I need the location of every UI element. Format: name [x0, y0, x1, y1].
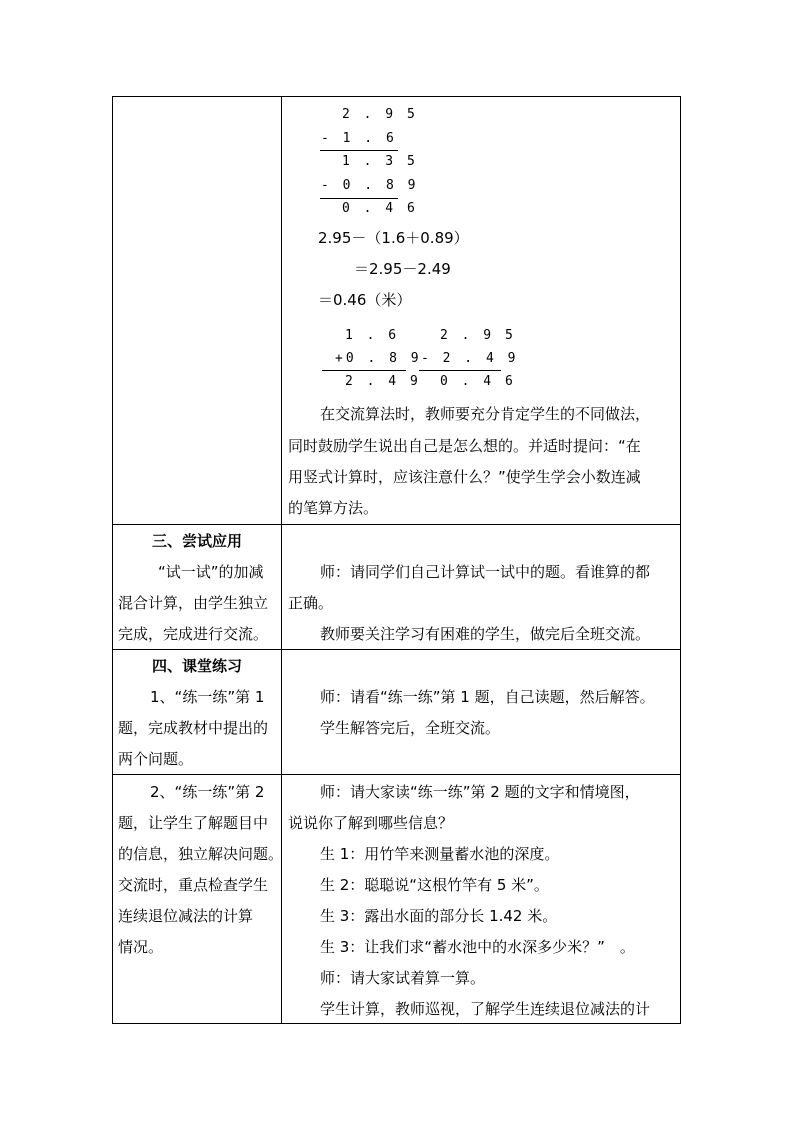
- paragraph-line: 生 2：聪聪说“这根竹竿有 5 米”。: [320, 876, 549, 894]
- section-heading: 四、课堂练习: [152, 657, 243, 675]
- row-divider: [113, 649, 680, 650]
- cell-line: 2、“练一练”第 2: [150, 783, 265, 801]
- paragraph-line: 学生解答完后，全班交流。: [320, 719, 501, 737]
- calc-line: [419, 370, 501, 371]
- cell-line: “试一试”的加减: [158, 563, 264, 581]
- row-divider: [113, 524, 680, 525]
- calc-row: 0 . 4 6: [440, 374, 516, 389]
- cell-line: 情况。: [118, 938, 164, 956]
- cell-line: 题，让学生了解题目中: [118, 814, 269, 832]
- calc-row: 0 . 4 6: [342, 201, 418, 216]
- calc-line: [320, 150, 398, 151]
- cell-line: 交流时，重点检查学生: [118, 876, 269, 894]
- calc-row: - 2 . 4 9: [421, 351, 519, 366]
- cell-line: 连续退位减法的计算: [118, 907, 254, 925]
- paragraph-line: 师：请同学们自己计算试一试中的题。看谁算的都: [320, 563, 651, 581]
- calc-row: 1 . 6: [345, 328, 400, 343]
- equation-line: 2.95－（1.6＋0.89）: [318, 229, 469, 247]
- paragraph-line: 说说你了解到哪些信息？: [288, 814, 454, 832]
- paragraph-line: 的笔算方法。: [288, 499, 379, 517]
- paragraph-line: 同时鼓励学生说出自己是怎么想的。并适时提问：“在: [288, 437, 641, 455]
- cell-line: 两个问题。: [118, 750, 194, 768]
- paragraph-line: 师：请大家读“练一练”第 2 题的文字和情境图，: [320, 783, 640, 801]
- cell-line: 1、“练一练”第 1: [150, 688, 265, 706]
- paragraph-line: 生 3：让我们求“蓄水池中的水深多少米？” 。: [320, 938, 635, 956]
- row-divider: [113, 774, 680, 775]
- cell-line: 完成，完成进行交流。: [118, 625, 269, 643]
- calc-row: +0 . 8 9: [335, 351, 422, 366]
- calc-row: 1 . 3 5: [342, 154, 418, 169]
- paragraph-line: 正确。: [288, 594, 334, 612]
- paragraph-line: 教师要关注学习有困难的学生，做完后全班交流。: [320, 625, 651, 643]
- column-divider: [281, 97, 282, 1023]
- calc-row: - 1 . 6: [321, 131, 397, 146]
- calc-line: [322, 370, 406, 371]
- calc-row: - 0 . 8 9: [321, 178, 419, 193]
- paragraph-line: 用竖式计算时，应该注意什么？”使学生学会小数连减: [288, 468, 641, 486]
- paragraph-line: 在交流算法时，教师要充分肯定学生的不同做法，: [320, 405, 651, 423]
- paragraph-line: 生 1：用竹竿来测量蓄水池的深度。: [320, 845, 560, 863]
- cell-line: 混合计算，由学生独立: [118, 594, 269, 612]
- paragraph-line: 生 3：露出水面的部分长 1.42 米。: [320, 907, 558, 925]
- calc-row: 2 . 9 5: [440, 328, 516, 343]
- cell-line: 题，完成教材中提出的: [118, 719, 269, 737]
- cell-line: 的信息，独立解决问题。: [118, 845, 284, 863]
- calc-row: 2 . 9 5: [342, 107, 418, 122]
- paragraph-line: 师：请大家试着算一算。: [320, 969, 486, 987]
- calc-row: 2 . 4 9: [345, 374, 421, 389]
- equation-line: ＝0.46（米）: [318, 291, 412, 309]
- paragraph-line: 学生计算，教师巡视，了解学生连续退位减法的计: [320, 1000, 651, 1018]
- section-heading: 三、尝试应用: [152, 532, 243, 550]
- equation-line: ＝2.95－2.49: [354, 260, 451, 278]
- paragraph-line: 师：请看“练一练”第 1 题，自己读题，然后解答。: [320, 688, 655, 706]
